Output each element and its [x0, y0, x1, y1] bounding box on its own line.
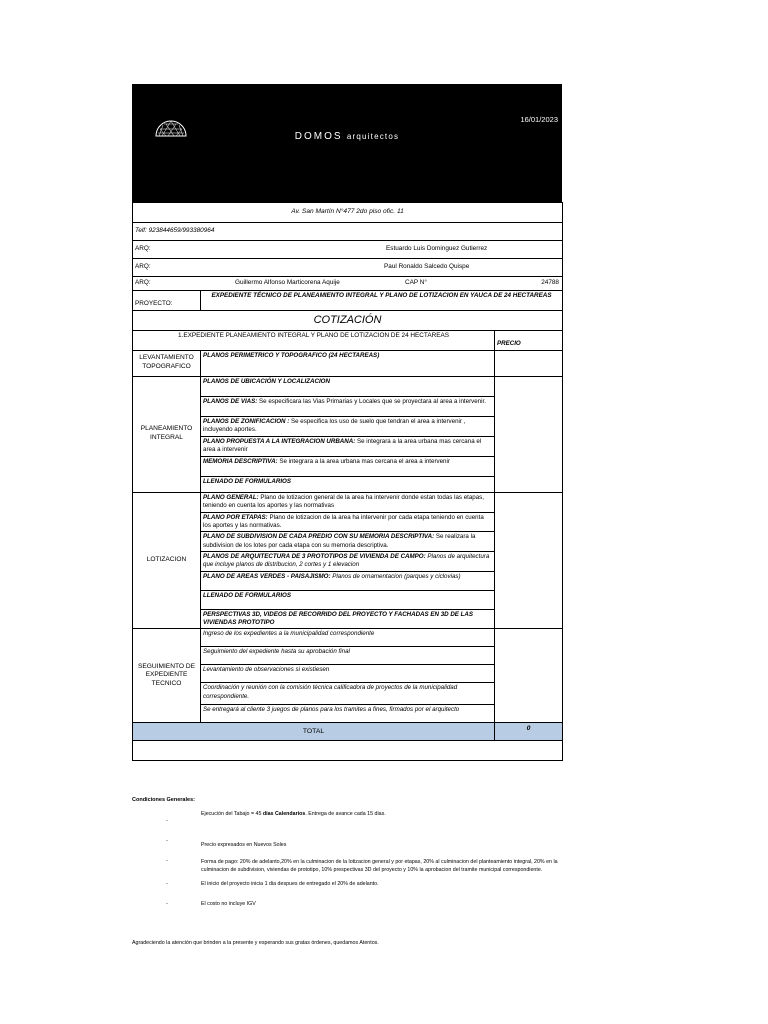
proyecto-label: PROYECTO:: [133, 291, 201, 311]
proyecto-title: EXPEDIENTE TÉCNICO DE PLANEAMIENTO INTEGRAL Y PLANO DE LOTIZACION EN YAUCA DE 24 HECTAREAS: [201, 291, 563, 311]
arq-row: [133, 259, 563, 277]
bullet-dash: -: [166, 858, 168, 864]
precio-header: PRECIO: [495, 330, 563, 350]
cap-number: 24788: [541, 279, 559, 287]
quotation-document: [132, 84, 562, 761]
item-row: PLANOS DE UBICACIÓN Y LOCALIZACION: [201, 376, 495, 396]
total-row: [133, 723, 563, 741]
bullet-dash: -: [166, 901, 168, 907]
closing-note: Agradeciendo la atención que brinden a la presente y esperando sus gratas órdenes, quedamos Atentos.: [132, 940, 379, 946]
total-label: TOTAL: [133, 723, 495, 741]
arq-row: [133, 277, 563, 291]
arq-row: [133, 241, 563, 259]
condition-2: Precio expresados en Nuevos Soles: [201, 842, 287, 848]
document-date: 16/01/2023: [520, 115, 558, 124]
address: Av. San Martín N°477 2do piso ofic. 11: [133, 203, 563, 223]
empty-row: [133, 741, 563, 761]
item-row: PLANO GENERAL: Plano de lotizacion general de la area ha intervenir donde estan todas las etapas, teniendo en cuenta los aportes y las normativas: [201, 492, 495, 512]
bullet-dash: -: [166, 818, 168, 824]
bullet-dash: -: [166, 838, 168, 844]
cotizacion-heading: COTIZACIÓN: [133, 311, 563, 331]
price-cell: [495, 492, 563, 629]
arq-name: Guillermo Alfonso Marticorena Aquije: [235, 279, 340, 287]
item-row: PLANO POR ETAPAS: Plano de lotizacion de la area ha intervenir por cada etapa teniendo en cuenta los aportes y las normativas.: [201, 512, 495, 532]
quotation-table: [132, 202, 563, 761]
arq-label: ARQ:: [135, 279, 151, 287]
condition-3: Forma de pago: 20% de adelanto,20% en la culminacion de la lotizacion general y por etapas, 20% al culminacion del planteamiento integral, 20% en la culminacion de subdivision, viviendas de prototipo, 10% prespectivas 3D del proyecto y 10% la aprobacion del tramite municipal correspondiente.: [201, 859, 558, 873]
total-value: 0: [495, 723, 563, 741]
item-row: LLENADO DE FORMULARIOS: [201, 476, 495, 492]
telephone: Telf: 923844659/993380964: [133, 223, 563, 241]
price-cell: [495, 376, 563, 492]
category-planeamiento: PLANEAMIENTO INTEGRAL: [133, 376, 201, 492]
letterhead: [132, 84, 562, 202]
arq-label: ARQ:: [135, 245, 151, 253]
category-seguimiento: SEGUIMIENTO DE EXPEDIENTE TECNICO: [133, 629, 201, 723]
item-row: Levantamiento de observaciones si existiesen: [201, 665, 495, 683]
brand-sub: arquitectos: [346, 132, 400, 141]
item-row: PLANOS PERIMETRICO Y TOPOGRAFICO (24 HECTAREAS): [201, 350, 495, 376]
bullet-dash: -: [166, 881, 168, 887]
arq-name: Estuardo Luis Dominguez Gutierrez: [386, 245, 488, 253]
condition-5: El costo no incluye IGV: [201, 901, 256, 907]
item-row: PLANOS DE VIAS: Se especificara las Vias Primarias y Locales que se proyectara al area a intervenir.: [201, 396, 495, 416]
arq-name: Paul Ronaldo Salcedo Quispe: [384, 263, 470, 271]
price-cell: [495, 629, 563, 723]
item-row: PLANO DE SUBDIVISION DE CADA PREDIO CON SU MEMORIA DESCRIPTIVA: Se realizara la subdivision de los lotes por cada etapa con su memoria descriptiva.: [201, 532, 495, 552]
item-row: PERSPECTIVAS 3D, VIDEOS DE RECORRIDO DEL PROYECTO Y FACHADAS EN 3D DE LAS VIVIENDAS PROTOTIPO: [201, 609, 495, 629]
cap-label: CAP N°: [405, 279, 427, 287]
section-title: 1.EXPEDIENTE PLANEAMIENTO INTEGRAL Y PLANO DE LOTIZACION DE 24 HECTAREAS: [133, 330, 495, 350]
conditions-title: Condiciones Generales:: [132, 797, 195, 803]
brand-name: [132, 131, 562, 142]
item-row: PLANO PROPUESTA A LA INTEGRACION URBANA: Se integrara a la area urbana mas cercana el area a intervenir: [201, 436, 495, 456]
brand-main: DOMOS: [294, 131, 343, 142]
price-cell: [495, 350, 563, 376]
item-row: Seguimiento del expediente hasta su aprobación final: [201, 647, 495, 665]
category-levantamiento: LEVANTAMIENTO TOPOGRAFICO: [133, 350, 201, 376]
item-row: Coordinación y reunión con la comisión técnica calificadora de proyectos de la municipalidad correspondiente.: [201, 683, 495, 705]
item-row: PLANOS DE ARQUITECTURA DE 3 PROTOTIPOS DE VIVIENDA DE CAMPO: Planos de arquitectura que incluye planos de distribucion, 2 cortes y 1 elevacion: [201, 552, 495, 572]
condition-4: El inicio del proyecto inicia 1 dia despues de entregado el 20% de adelanto.: [201, 881, 379, 887]
item-row: Ingreso de los expedientes a la municipalidad correspondiente: [201, 629, 495, 647]
category-lotizacion: LOTIZACION: [133, 492, 201, 629]
item-row: MEMORIA DESCRIPTIVA: Se integrara a la area urbana mas cercana el area a intervenir: [201, 456, 495, 476]
item-row: Se entregará al cliente 3 juegos de planos para los tramites a fines, firmados por el arquitecto: [201, 705, 495, 723]
arq-label: ARQ:: [135, 263, 151, 271]
item-row: PLANOS DE ZONIFICACION : Se especifica los uso de suelo que tendran el area a intervenir , incluyendo aportes.: [201, 416, 495, 436]
condition-1: Ejecución del Tabajo = 45 días Calendarios. Entrega de avance cada 15 dias.: [201, 811, 386, 817]
item-row: LLENADO DE FORMULARIOS: [201, 590, 495, 609]
item-row: PLANO DE AREAS VERDES - PAISAJISMO: Planos de ornamentacion (parques y ciclovias): [201, 571, 495, 590]
